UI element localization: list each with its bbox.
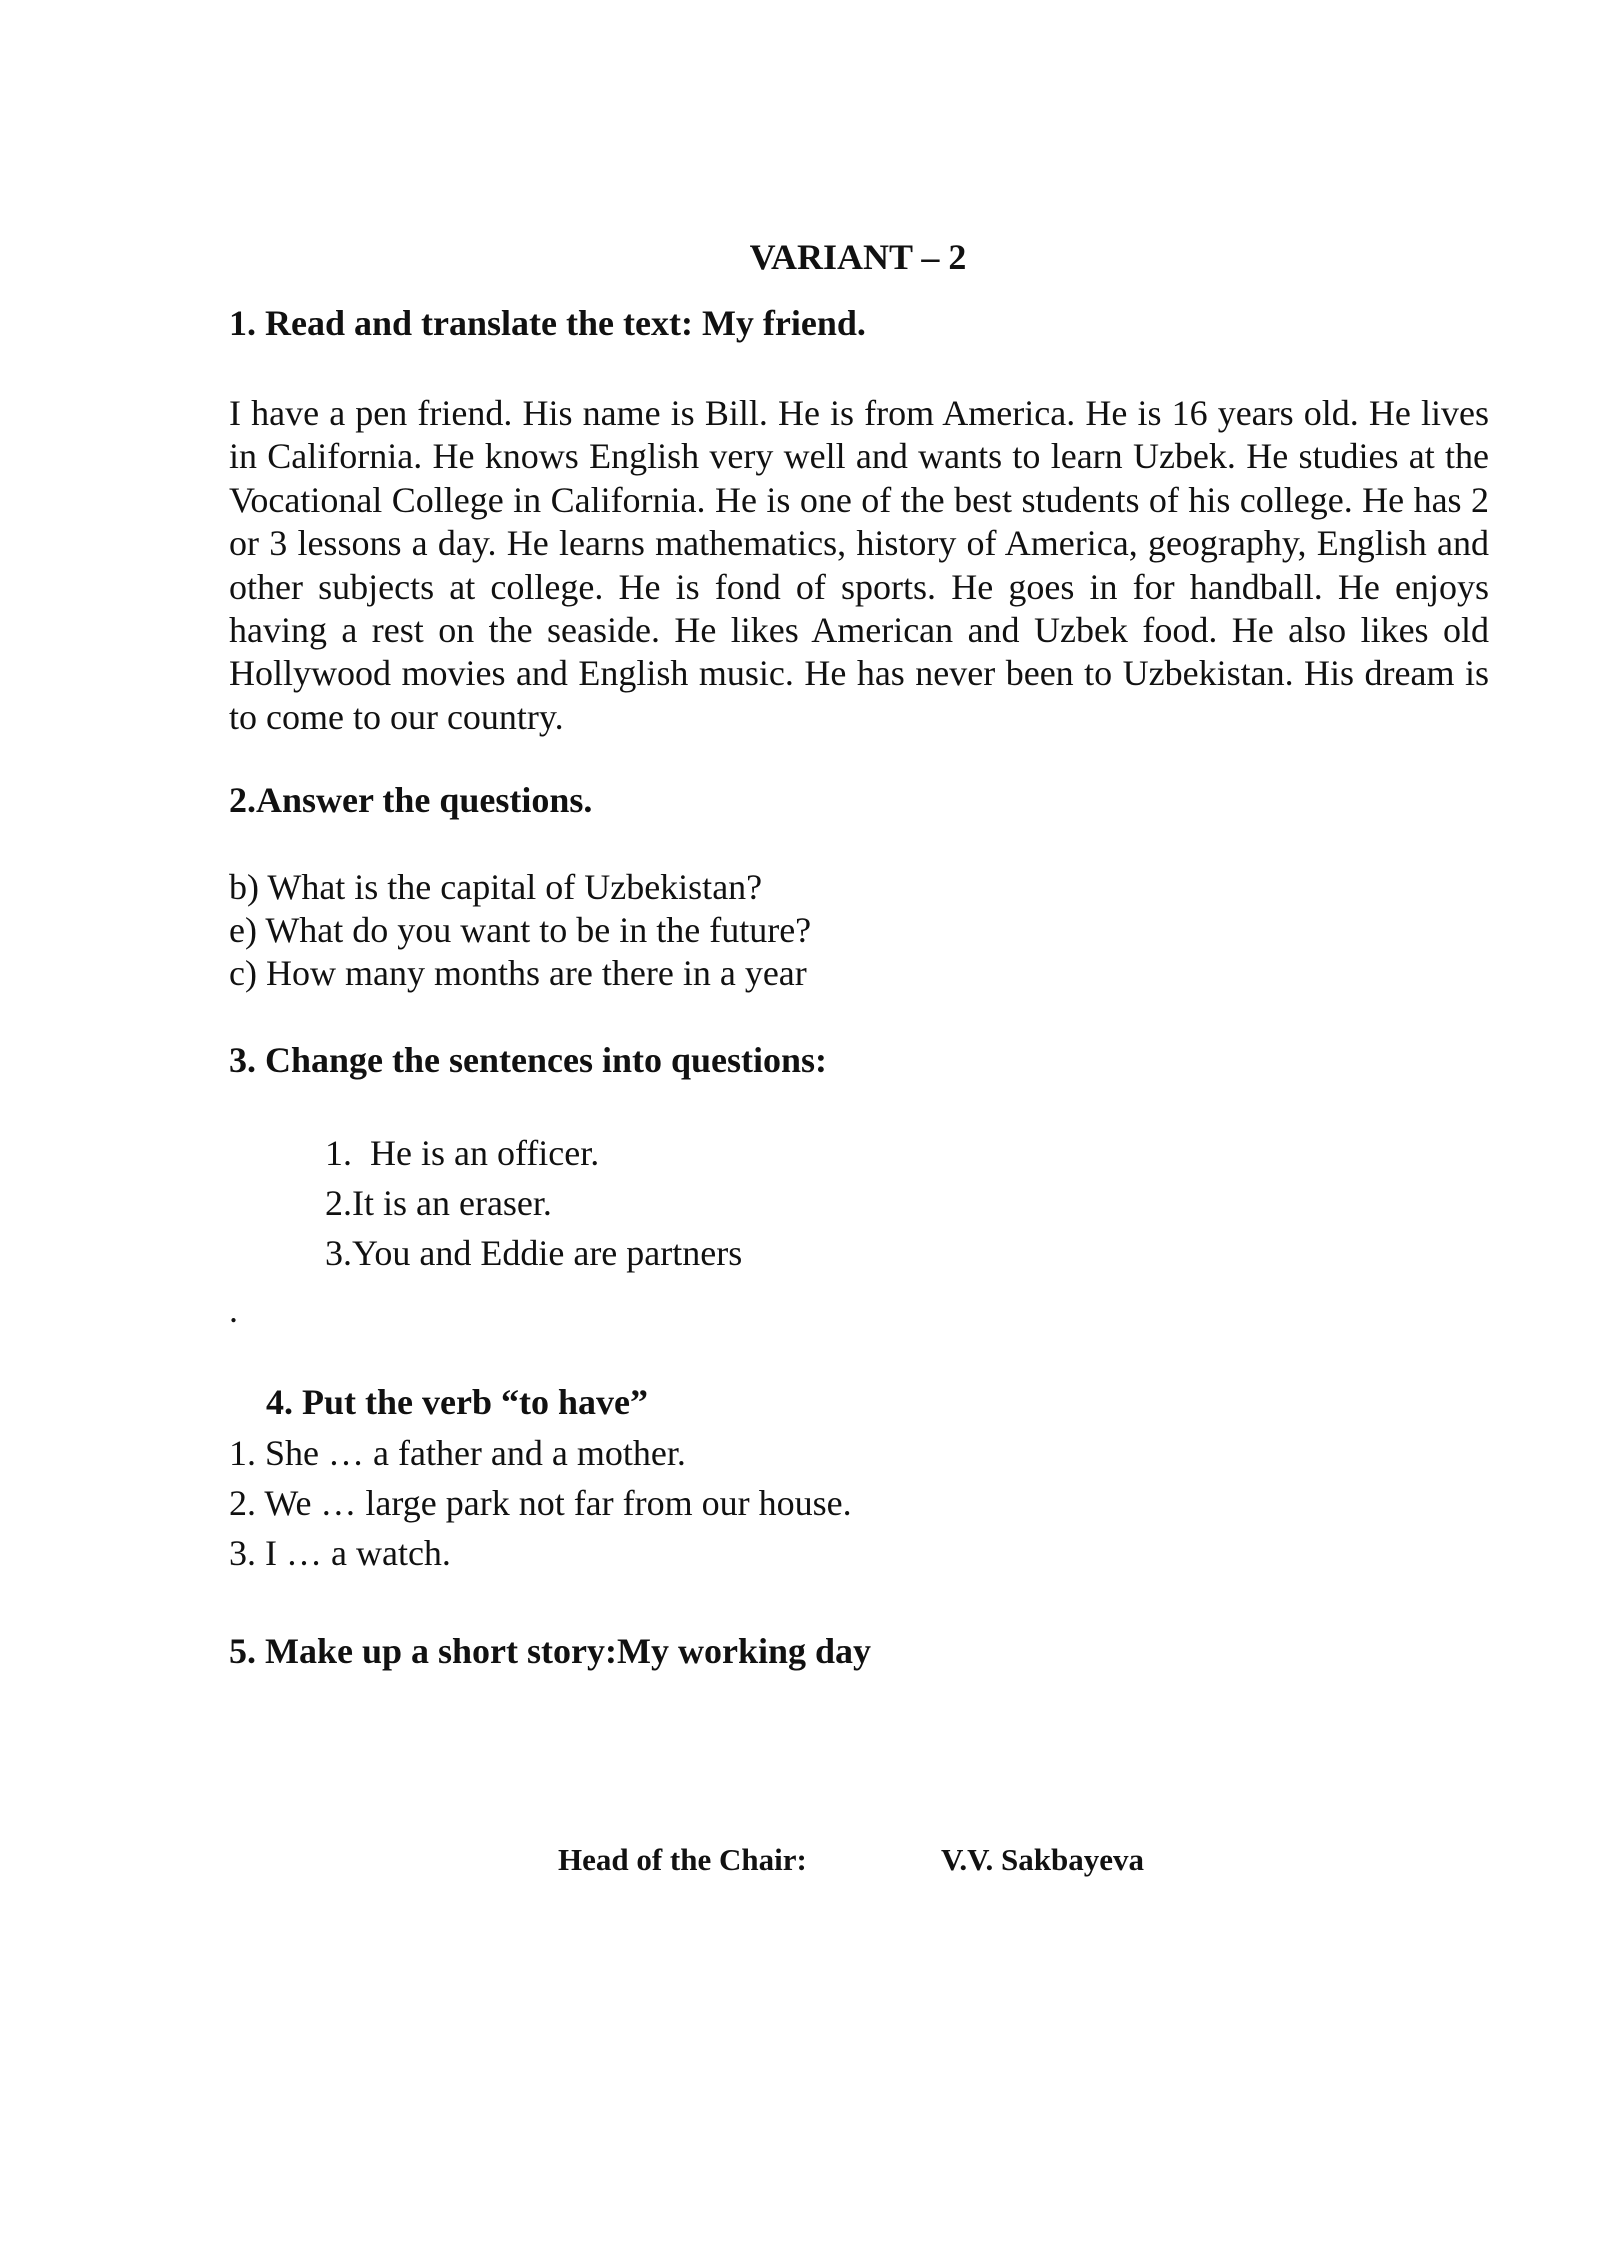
- fill-in-item: 1. She … a father and a mother.: [229, 1433, 686, 1473]
- sentence-item: 3.You and Eddie are partners: [325, 1233, 743, 1273]
- question-item: c) How many months are there in a year: [229, 953, 807, 993]
- document-title: VARIANT – 2: [749, 237, 967, 277]
- question-item: b) What is the capital of Uzbekistan?: [229, 867, 763, 907]
- stray-dot: .: [229, 1290, 238, 1330]
- footer-name: V.V. Sakbayeva: [941, 1842, 1145, 1877]
- question-item: e) What do you want to be in the future?: [229, 910, 812, 950]
- task1-heading: 1. Read and translate the text: My friend.: [229, 303, 866, 343]
- task2-heading: 2.Answer the questions.: [229, 780, 593, 820]
- task1-paragraph: I have a pen friend. His name is Bill. He is from America. He is 16 years old. He lives in California. He knows English very well and wants to learn Uzbek. He studies at the Vocational College in California. He is one of the best students of his college. He has 2 or 3 lessons a day. He learns mathematics, history of America, geography, English and other subjects at college. He is fond of sports. He goes in for handball. He enjoys having a rest on the seaside. He likes American and Uzbek food. He also likes old Hollywood movies and English music. He has never been to Uzbekistan. His dream is to come to our country.: [229, 393, 1489, 737]
- task5-heading: 5. Make up a short story:My working day: [229, 1631, 872, 1671]
- fill-in-item: 2. We … large park not far from our house.: [229, 1483, 852, 1523]
- sentence-item: 2.It is an eraser.: [325, 1183, 552, 1223]
- task3-heading: 3. Change the sentences into questions:: [229, 1040, 828, 1080]
- fill-in-item: 3. I … a watch.: [229, 1533, 451, 1573]
- task4-heading: 4. Put the verb “to have”: [266, 1382, 648, 1422]
- footer-role: Head of the Chair:: [558, 1842, 807, 1877]
- sentence-item: 1. He is an officer.: [325, 1133, 600, 1173]
